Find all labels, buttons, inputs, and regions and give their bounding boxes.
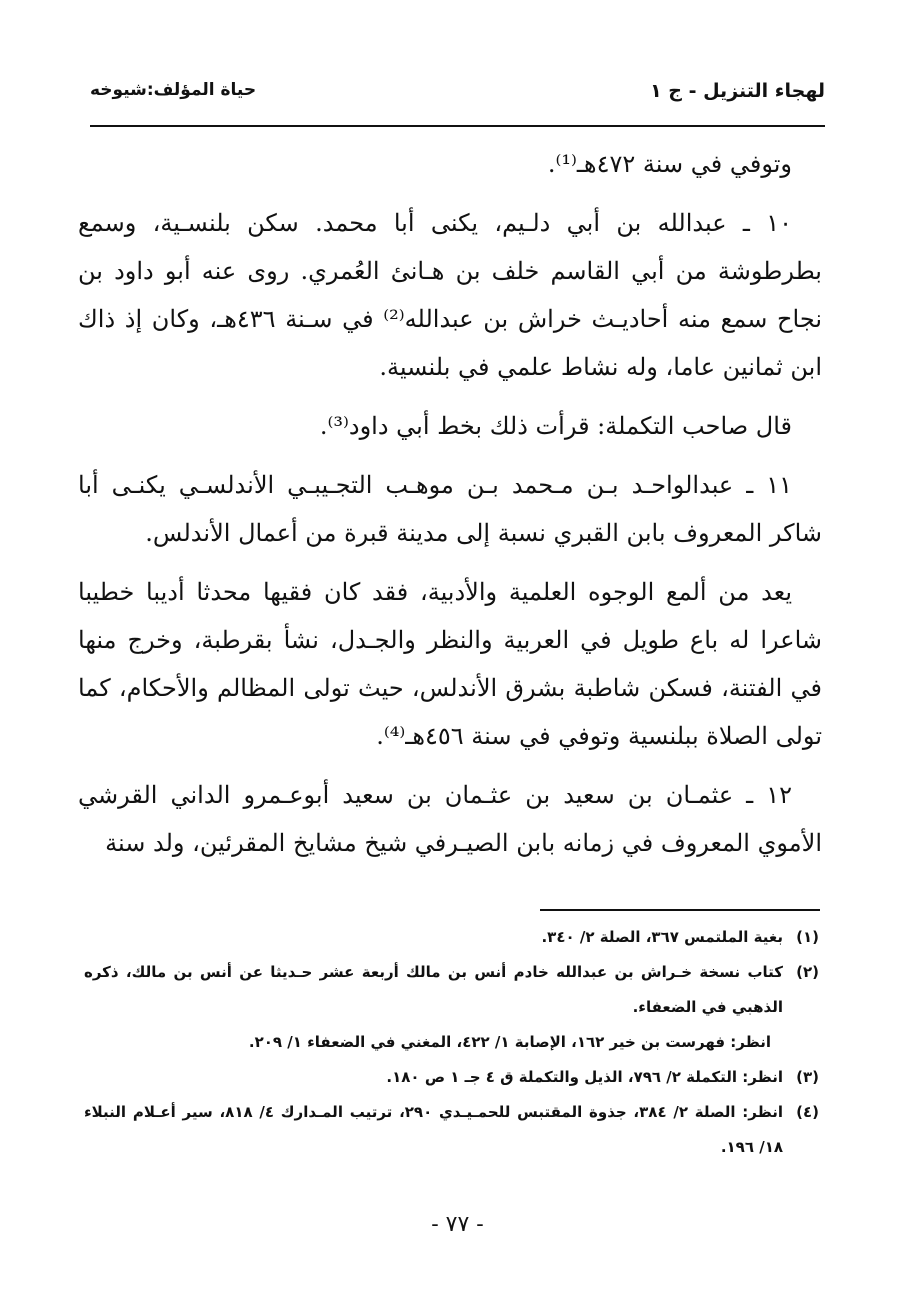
running-title-section: حياة المؤلف:شيوخه [90,80,257,100]
running-header [90,80,825,114]
paragraph: وتوفي في سنة ٤٧٢هـ⁽¹⁾. [547,150,792,178]
paragraph: ١٢ ـ عثمـان بن سعيد بن عثـمان بن سعيد أبوعـمرو الداني القرشي الأموي المعروف في زمانه بابن الصيـرفي شيخ مشايخ المقرئين، ولد سنة [78,781,822,857]
page-number: - ٧٧ - [431,1212,484,1237]
footnote-rule [540,909,820,911]
footnote-text: انظر: التكملة ٢/ ٧٩٦، الذيل والتكملة ق ٤ جـ ١ ص ١٨٠. [386,1068,783,1086]
footnotes [84,920,819,1165]
footnote-text: بغية الملتمس ٣٦٧، الصلة ٢/ ٣٤٠. [541,928,783,946]
footnote-text: انظر: فهرست بن خير ١٦٢، الإصابة ١/ ٤٢٢، المغني في الضعفاء ١/ ٢٠٩. [248,1033,771,1051]
footnote-number: (٢) [796,963,819,981]
footnote-number: (٣) [796,1068,819,1086]
footnote-text: كتاب نسخة خـراش بن عبدالله خادم أنس بن مالك أربعة عشر حـديثا عن أنس بن مالك، ذكره الذهبي في الضعفاء. [84,963,783,1016]
paragraph: يعد من ألمع الوجوه العلمية والأدبية، فقد كان فقيها محدثا أديبا خطيبا شاعرا له باع طويل في العربية والنظر والجـدل، نشأ بقرطبة، وخرج منها في الفتنة، فسكن شاطبة بشرق الأندلس، حيث تولى المظالم والأحكام، كما تولى الصلاة ببلنسية وتوفي في سنة ٤٥٦هـ⁽⁴⁾. [78,578,822,750]
footnote-number: (١) [796,928,819,946]
main-text [78,140,822,878]
footnote [84,920,819,955]
paragraph: قال صاحب التكملة: قرأت ذلك بخط أبي داود⁽³⁾. [319,412,792,440]
paragraph: ١١ ـ عبدالواحـد بـن مـحمد بـن موهـب التجـيبـي الأندلسـي يكنـى أبا شاكر المعروف بابن القبري نسبة إلى مدينة قبرة من أعمال الأندلس. [78,471,822,547]
header-rule [90,125,825,127]
footnote [84,1060,819,1095]
footnote-continuation [84,1025,819,1060]
footnote-text: انظر: الصلة ٢/ ٣٨٤، جذوة المقتبس للحمـيـدي ٢٩٠، ترتيب المـدارك ٤/ ٨١٨، سير أعـلام النبلاء ١٨/ ١٩٦. [84,1103,784,1156]
running-title-book: لهجاء التنزيل - ج ١ [650,80,825,102]
paragraph: ١٠ ـ عبدالله بن أبي دلـيم، يكنى أبا محمد. سكن بلنسـية، وسمع بطرطوشة من أبي القاسم خلف بن هـانئ العُمري. روى عنه أبو داود بن نجاح سمع منه أحاديـث خراش بن عبدالله⁽²⁾ في سـنة ٤٣٦هـ، وكان إذ ذاك ابن ثمانين عاما، وله نشاط علمي في بلنسية. [78,209,823,381]
footnote [84,1095,819,1165]
footnote [84,955,819,1025]
footnote-number: (٤) [796,1103,819,1121]
